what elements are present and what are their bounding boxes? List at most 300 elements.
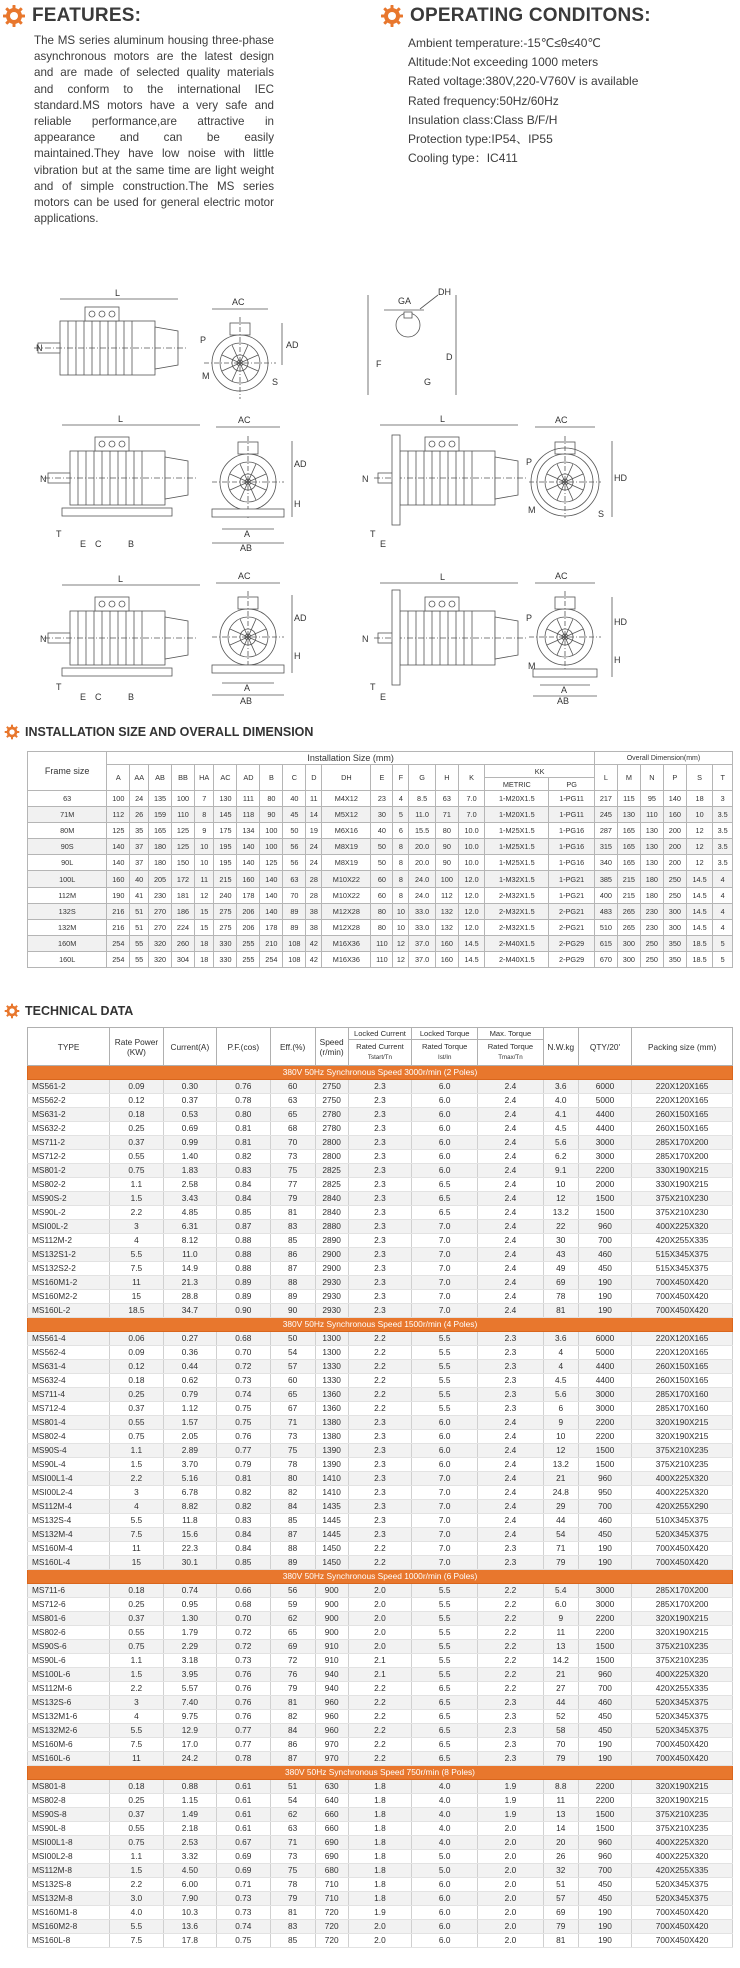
install-cell: 40: [371, 823, 393, 839]
motor-value-cell: 87: [270, 1528, 315, 1542]
motor-value-cell: 2840: [315, 1192, 348, 1206]
motor-value-cell: 285X170X160: [632, 1388, 733, 1402]
motor-value-cell: 0.37: [163, 1094, 216, 1108]
motor-value-cell: 2.2: [348, 1556, 412, 1570]
install-cell: 10.0: [458, 823, 485, 839]
motor-type-cell: MS90S-8: [28, 1808, 110, 1822]
motor-value-cell: 2.3: [348, 1514, 412, 1528]
motor-value-cell: 1.5: [110, 1668, 163, 1682]
motor-value-cell: 0.55: [110, 1150, 163, 1164]
motor-value-cell: 320X190X215: [632, 1794, 733, 1808]
install-cell: 217: [594, 791, 617, 807]
motor-value-cell: 220X120X165: [632, 1094, 733, 1108]
frame-size-cell: 63: [28, 791, 107, 807]
install-cell: 2-M32X1.5: [485, 919, 549, 935]
motor-value-cell: 260X150X165: [632, 1374, 733, 1388]
col-header: B: [260, 765, 283, 791]
motor-value-cell: 83: [270, 1220, 315, 1234]
motor-value-cell: 1390: [315, 1444, 348, 1458]
install-cell: 9: [195, 823, 214, 839]
install-cell: M8X19: [322, 855, 371, 871]
motor-value-cell: 18.5: [110, 1304, 163, 1318]
install-cell: 140: [107, 855, 130, 871]
svg-text:AB: AB: [557, 696, 570, 705]
motor-value-cell: 420X255X335: [632, 1864, 733, 1878]
motor-type-cell: MS631-4: [28, 1360, 110, 1374]
motor-row: [28, 1528, 733, 1542]
install-cell: 1-M25X1.5: [485, 855, 549, 871]
motor-value-cell: 4400: [578, 1360, 631, 1374]
install-cell: 71: [435, 807, 458, 823]
motor-value-cell: 2.3: [348, 1528, 412, 1542]
motor-row: [28, 1332, 733, 1346]
motor-value-cell: 0.75: [110, 1836, 163, 1850]
motor-value-cell: 700: [578, 1682, 631, 1696]
install-cell: 230: [640, 903, 663, 919]
locked-torque-header: Locked Torque: [412, 1028, 478, 1040]
motor-value-cell: 5.6: [543, 1388, 578, 1402]
motor-value-cell: 0.18: [110, 1374, 163, 1388]
svg-text:AD: AD: [286, 340, 299, 350]
motor-value-cell: 70: [270, 1136, 315, 1150]
motor-value-cell: 51: [543, 1878, 578, 1892]
install-cell: 90: [260, 807, 283, 823]
motor-row: [28, 1808, 733, 1822]
motor-value-cell: 1500: [578, 1206, 631, 1220]
motor-value-cell: 375X210X235: [632, 1822, 733, 1836]
motor-value-cell: 0.75: [217, 1402, 270, 1416]
motor-value-cell: 8.82: [163, 1500, 216, 1514]
motor-value-cell: 57: [543, 1892, 578, 1906]
operating-title: OPERATING CONDITONS:: [410, 5, 651, 26]
motor-value-cell: 6.0: [412, 1444, 478, 1458]
install-cell: 350: [663, 935, 686, 951]
motor-value-cell: 56: [270, 1584, 315, 1598]
motor-value-cell: 17.8: [163, 1934, 216, 1948]
install-cell: 24: [130, 791, 149, 807]
motor-value-cell: 1.8: [348, 1864, 412, 1878]
motor-value-cell: 6.0: [412, 1458, 478, 1472]
install-cell: 216: [107, 903, 130, 919]
operating-item: Insulation class:Class B/F/H: [408, 112, 558, 127]
install-row: [28, 871, 733, 887]
motor-value-cell: 60: [270, 1080, 315, 1094]
frame-size-cell: 80M: [28, 823, 107, 839]
install-cell: 254: [260, 951, 283, 967]
col-header: S: [686, 765, 713, 791]
motor-value-cell: 57: [270, 1360, 315, 1374]
motor-row: [28, 1724, 733, 1738]
motor-value-cell: 1.5: [110, 1864, 163, 1878]
install-cell: 7: [195, 791, 214, 807]
svg-text:C: C: [95, 692, 102, 702]
install-cell: 195: [214, 839, 237, 855]
motor-value-cell: 4.50: [163, 1864, 216, 1878]
motor-row: [28, 1430, 733, 1444]
install-cell: M12X28: [322, 919, 371, 935]
motor-value-cell: 2.2: [348, 1402, 412, 1416]
motor-value-cell: 0.36: [163, 1346, 216, 1360]
motor-value-cell: 69: [543, 1276, 578, 1290]
motor-value-cell: 7.90: [163, 1892, 216, 1906]
motor-value-cell: 1.15: [163, 1794, 216, 1808]
install-cell: 10: [686, 807, 713, 823]
motor-value-cell: 1360: [315, 1388, 348, 1402]
install-cell: 18: [686, 791, 713, 807]
install-cell: 275: [214, 919, 237, 935]
motor-value-cell: 6.78: [163, 1486, 216, 1500]
motor-value-cell: 13: [543, 1808, 578, 1822]
install-cell: 483: [594, 903, 617, 919]
motor-value-cell: 3000: [578, 1150, 631, 1164]
install-cell: 24.0: [409, 871, 436, 887]
motor-value-cell: 6.0: [412, 1934, 478, 1948]
motor-value-cell: 940: [315, 1668, 348, 1682]
motor-value-cell: 6: [543, 1402, 578, 1416]
install-cell: 330: [214, 951, 237, 967]
motor-value-cell: 2200: [578, 1626, 631, 1640]
motor-value-cell: 950: [578, 1486, 631, 1500]
motor-row: [28, 1878, 733, 1892]
motor-row: [28, 1192, 733, 1206]
motor-value-cell: 2.2: [478, 1612, 544, 1626]
motor-value-cell: 2.1: [348, 1654, 412, 1668]
install-cell: 1-M20X1.5: [485, 791, 549, 807]
install-cell: 215: [617, 887, 640, 903]
install-cell: 304: [172, 951, 195, 967]
svg-text:N: N: [40, 474, 47, 484]
install-cell: 165: [617, 839, 640, 855]
motor-value-cell: 0.84: [217, 1528, 270, 1542]
motor-value-cell: 63: [270, 1094, 315, 1108]
motor-value-cell: 5.5: [412, 1598, 478, 1612]
motor-value-cell: 2.3: [348, 1150, 412, 1164]
install-cell: 10: [393, 919, 409, 935]
motor-row: [28, 1906, 733, 1920]
frame-size-cell: 71M: [28, 807, 107, 823]
install-cell: 60: [371, 887, 393, 903]
motor-value-cell: 2.2: [348, 1752, 412, 1766]
install-cell: 8: [393, 839, 409, 855]
motor-row: [28, 1150, 733, 1164]
frame-size-cell: 132S: [28, 903, 107, 919]
svg-text:G: G: [424, 377, 432, 387]
motor-value-cell: 12: [543, 1444, 578, 1458]
motor-value-cell: 400X225X320: [632, 1836, 733, 1850]
motor-row: [28, 1850, 733, 1864]
install-cell: 230: [640, 919, 663, 935]
motor-value-cell: 5.5: [412, 1388, 478, 1402]
install-cell: 100: [260, 839, 283, 855]
install-cell: 12.0: [458, 903, 485, 919]
drawing-flange-mount-medium: [362, 414, 528, 549]
install-cell: 125: [172, 839, 195, 855]
install-cell: 400: [594, 887, 617, 903]
install-cell: 14: [306, 807, 322, 823]
motor-value-cell: 79: [270, 1892, 315, 1906]
motor-value-cell: 2.4: [478, 1150, 544, 1164]
motor-value-cell: 2.4: [478, 1528, 544, 1542]
install-cell: 15: [195, 919, 214, 935]
frame-size-cell: 100L: [28, 871, 107, 887]
motor-value-cell: 2200: [578, 1780, 631, 1794]
install-cell: 20.0: [409, 839, 436, 855]
install-cell: 12: [393, 951, 409, 967]
motor-value-cell: 1.1: [110, 1178, 163, 1192]
install-cell: 100: [435, 871, 458, 887]
motor-value-cell: 2.2: [478, 1654, 544, 1668]
motor-value-cell: 11: [110, 1752, 163, 1766]
motor-value-cell: 51: [270, 1780, 315, 1794]
install-cell: M8X19: [322, 839, 371, 855]
motor-value-cell: 700: [578, 1234, 631, 1248]
motor-value-cell: 7.0: [412, 1276, 478, 1290]
col-header: D: [306, 765, 322, 791]
install-cell: 12.0: [458, 871, 485, 887]
install-cell: 41: [130, 887, 149, 903]
motor-value-cell: 1.1: [110, 1850, 163, 1864]
install-cell: 134: [237, 823, 260, 839]
motor-value-cell: 6.0: [412, 1080, 478, 1094]
svg-text:DH: DH: [438, 287, 451, 297]
install-cell: 150: [172, 855, 195, 871]
install-cell: 8: [195, 807, 214, 823]
features-text: The MS series aluminum housing three-phase asynchronous motors are the latest design and are made of selected quality materials and conform to the international IEC standard.MS motors have a very safe and reliable performance,are attractive in appearance and can be easily maintained.They have low noise with little vibration but at the same time are light weight and of simple construction.The MS series motors can be used for general electric motor applications.: [34, 34, 274, 226]
install-cell: 180: [640, 871, 663, 887]
motor-value-cell: 1500: [578, 1808, 631, 1822]
frame-size-cell: 112M: [28, 887, 107, 903]
install-cell: 2-PG21: [549, 903, 595, 919]
install-cell: 340: [594, 855, 617, 871]
install-cell: 260: [172, 935, 195, 951]
col-header: BB: [172, 765, 195, 791]
install-cell: 615: [594, 935, 617, 951]
motor-value-cell: 75: [270, 1444, 315, 1458]
motor-type-cell: MS132S-6: [28, 1696, 110, 1710]
pg-header: PG: [549, 778, 595, 791]
motor-value-cell: 2.2: [110, 1682, 163, 1696]
motor-value-cell: 2.0: [348, 1612, 412, 1626]
gear-icon: [380, 4, 404, 28]
max-torque-header: Max. Torque: [478, 1028, 544, 1040]
install-cell: 190: [107, 887, 130, 903]
motor-value-cell: 5.57: [163, 1682, 216, 1696]
install-cell: 60: [371, 871, 393, 887]
motor-value-cell: 3000: [578, 1402, 631, 1416]
motor-value-cell: 520X345X375: [632, 1724, 733, 1738]
motor-type-cell: MS712-4: [28, 1402, 110, 1416]
install-cell: 4: [713, 887, 733, 903]
motor-value-cell: 960: [578, 1220, 631, 1234]
motor-value-cell: 5.5: [412, 1402, 478, 1416]
install-cell: 3.5: [713, 839, 733, 855]
motor-value-cell: 520X345X375: [632, 1710, 733, 1724]
motor-value-cell: 4.0: [412, 1808, 478, 1822]
motor-row: [28, 1780, 733, 1794]
install-cell: 250: [640, 935, 663, 951]
motor-type-cell: MS112M-4: [28, 1500, 110, 1514]
motor-value-cell: 520X345X375: [632, 1892, 733, 1906]
motor-value-cell: 2.0: [478, 1836, 544, 1850]
motor-value-cell: 7.0: [412, 1556, 478, 1570]
motor-value-cell: 285X170X200: [632, 1598, 733, 1612]
svg-text:F: F: [376, 359, 382, 369]
motor-value-cell: 450: [578, 1724, 631, 1738]
install-cell: 172: [172, 871, 195, 887]
install-cell: 14.5: [686, 887, 713, 903]
install-cell: 275: [214, 903, 237, 919]
motor-value-cell: 11: [110, 1276, 163, 1290]
motor-value-cell: 2.05: [163, 1430, 216, 1444]
motor-type-cell: MSI00L1-8: [28, 1836, 110, 1850]
install-cell: 100: [172, 791, 195, 807]
motor-value-cell: 680: [315, 1864, 348, 1878]
dimension-drawings-svg: [0, 285, 740, 705]
motor-row: [28, 1136, 733, 1150]
install-cell: 18: [195, 935, 214, 951]
install-cell: 14.5: [458, 935, 485, 951]
install-cell: 135: [149, 791, 172, 807]
motor-value-cell: 4: [110, 1710, 163, 1724]
install-cell: 7.0: [458, 807, 485, 823]
motor-value-cell: 2.4: [478, 1444, 544, 1458]
col-header: L: [594, 765, 617, 791]
motor-value-cell: 2800: [315, 1150, 348, 1164]
install-cell: 40: [283, 791, 306, 807]
motor-value-cell: 2.2: [348, 1346, 412, 1360]
motor-value-cell: 6.5: [412, 1192, 478, 1206]
motor-value-cell: 420X255X335: [632, 1682, 733, 1696]
install-cell: 3.5: [713, 807, 733, 823]
install-cell: 80: [371, 903, 393, 919]
install-cell: 12: [393, 935, 409, 951]
motor-value-cell: 5.5: [412, 1626, 478, 1640]
motor-value-cell: 5.5: [110, 1248, 163, 1262]
install-cell: 140: [260, 887, 283, 903]
install-cell: 140: [663, 791, 686, 807]
motor-value-cell: 190: [578, 1290, 631, 1304]
motor-value-cell: 0.61: [217, 1822, 270, 1836]
motor-value-cell: 2.3: [348, 1094, 412, 1108]
qty-header: QTY/20': [578, 1028, 631, 1066]
install-cell: M12X28: [322, 903, 371, 919]
motor-value-cell: 2.4: [478, 1276, 544, 1290]
svg-text:M: M: [528, 661, 536, 671]
motor-value-cell: 2.4: [478, 1486, 544, 1500]
motor-value-cell: 69: [270, 1640, 315, 1654]
motor-row: [28, 1290, 733, 1304]
install-cell: 11: [306, 791, 322, 807]
svg-text:L: L: [118, 414, 124, 424]
motor-value-cell: 34.7: [163, 1304, 216, 1318]
install-cell: 18.5: [686, 951, 713, 967]
svg-text:HD: HD: [614, 473, 627, 483]
motor-value-cell: 0.89: [217, 1276, 270, 1290]
install-cell: 165: [617, 855, 640, 871]
motor-value-cell: 0.69: [217, 1850, 270, 1864]
motor-value-cell: 450: [578, 1892, 631, 1906]
install-cell: 300: [663, 903, 686, 919]
weight-header: N.W.kg: [543, 1028, 578, 1066]
motor-value-cell: 5.0: [412, 1864, 478, 1878]
motor-row: [28, 1108, 733, 1122]
motor-value-cell: 700X450X420: [632, 1906, 733, 1920]
motor-value-cell: 0.68: [217, 1598, 270, 1612]
motor-value-cell: 0.79: [163, 1388, 216, 1402]
motor-value-cell: 2.4: [478, 1514, 544, 1528]
motor-value-cell: 690: [315, 1836, 348, 1850]
motor-value-cell: 1380: [315, 1430, 348, 1444]
motor-value-cell: 4400: [578, 1108, 631, 1122]
motor-row: [28, 1822, 733, 1836]
motor-value-cell: 700X450X420: [632, 1304, 733, 1318]
motor-value-cell: 1410: [315, 1486, 348, 1500]
motor-value-cell: 2.0: [348, 1640, 412, 1654]
motor-value-cell: 450: [578, 1878, 631, 1892]
install-cell: 2-PG29: [549, 935, 595, 951]
motor-value-cell: 2.18: [163, 1822, 216, 1836]
motor-value-cell: 2750: [315, 1094, 348, 1108]
install-cell: 19: [306, 823, 322, 839]
motor-value-cell: 190: [578, 1934, 631, 1948]
motor-value-cell: 82: [270, 1486, 315, 1500]
motor-value-cell: 2.3: [348, 1486, 412, 1500]
install-cell: 56: [283, 855, 306, 871]
install-cell: 178: [237, 887, 260, 903]
install-cell: 2-M40X1.5: [485, 935, 549, 951]
motor-value-cell: 1330: [315, 1360, 348, 1374]
motor-value-cell: 4.0: [412, 1836, 478, 1850]
motor-value-cell: 15: [110, 1556, 163, 1570]
motor-value-cell: 8.8: [543, 1780, 578, 1794]
motor-value-cell: 82: [270, 1710, 315, 1724]
motor-value-cell: 1445: [315, 1528, 348, 1542]
motor-value-cell: 9.75: [163, 1710, 216, 1724]
install-cell: 180: [640, 887, 663, 903]
motor-value-cell: 260X150X165: [632, 1108, 733, 1122]
motor-value-cell: 2200: [578, 1612, 631, 1626]
motor-value-cell: 940: [315, 1682, 348, 1696]
install-row: [28, 807, 733, 823]
motor-value-cell: 6000: [578, 1332, 631, 1346]
motor-row: [28, 1262, 733, 1276]
motor-value-cell: 0.25: [110, 1388, 163, 1402]
motor-value-cell: 960: [578, 1850, 631, 1864]
install-cell: 55: [130, 935, 149, 951]
install-cell: 26: [130, 807, 149, 823]
motor-row: [28, 1080, 733, 1094]
motor-row: [28, 1164, 733, 1178]
install-cell: 125: [260, 855, 283, 871]
motor-value-cell: 190: [578, 1752, 631, 1766]
motor-value-cell: 460: [578, 1248, 631, 1262]
motor-value-cell: 11.0: [163, 1248, 216, 1262]
motor-value-cell: 0.62: [163, 1374, 216, 1388]
svg-text:B: B: [128, 692, 135, 702]
motor-value-cell: 6.0: [412, 1094, 478, 1108]
motor-row: [28, 1206, 733, 1220]
motor-value-cell: 14.2: [543, 1654, 578, 1668]
install-cell: 38: [306, 903, 322, 919]
motor-value-cell: 700X450X420: [632, 1556, 733, 1570]
technical-title: TECHNICAL DATA: [25, 1004, 134, 1018]
motor-value-cell: 0.55: [110, 1626, 163, 1640]
motor-value-cell: 2890: [315, 1234, 348, 1248]
motor-value-cell: 910: [315, 1654, 348, 1668]
install-cell: 3.5: [713, 823, 733, 839]
motor-type-cell: MS132M1-6: [28, 1710, 110, 1724]
motor-value-cell: 2.3: [348, 1122, 412, 1136]
